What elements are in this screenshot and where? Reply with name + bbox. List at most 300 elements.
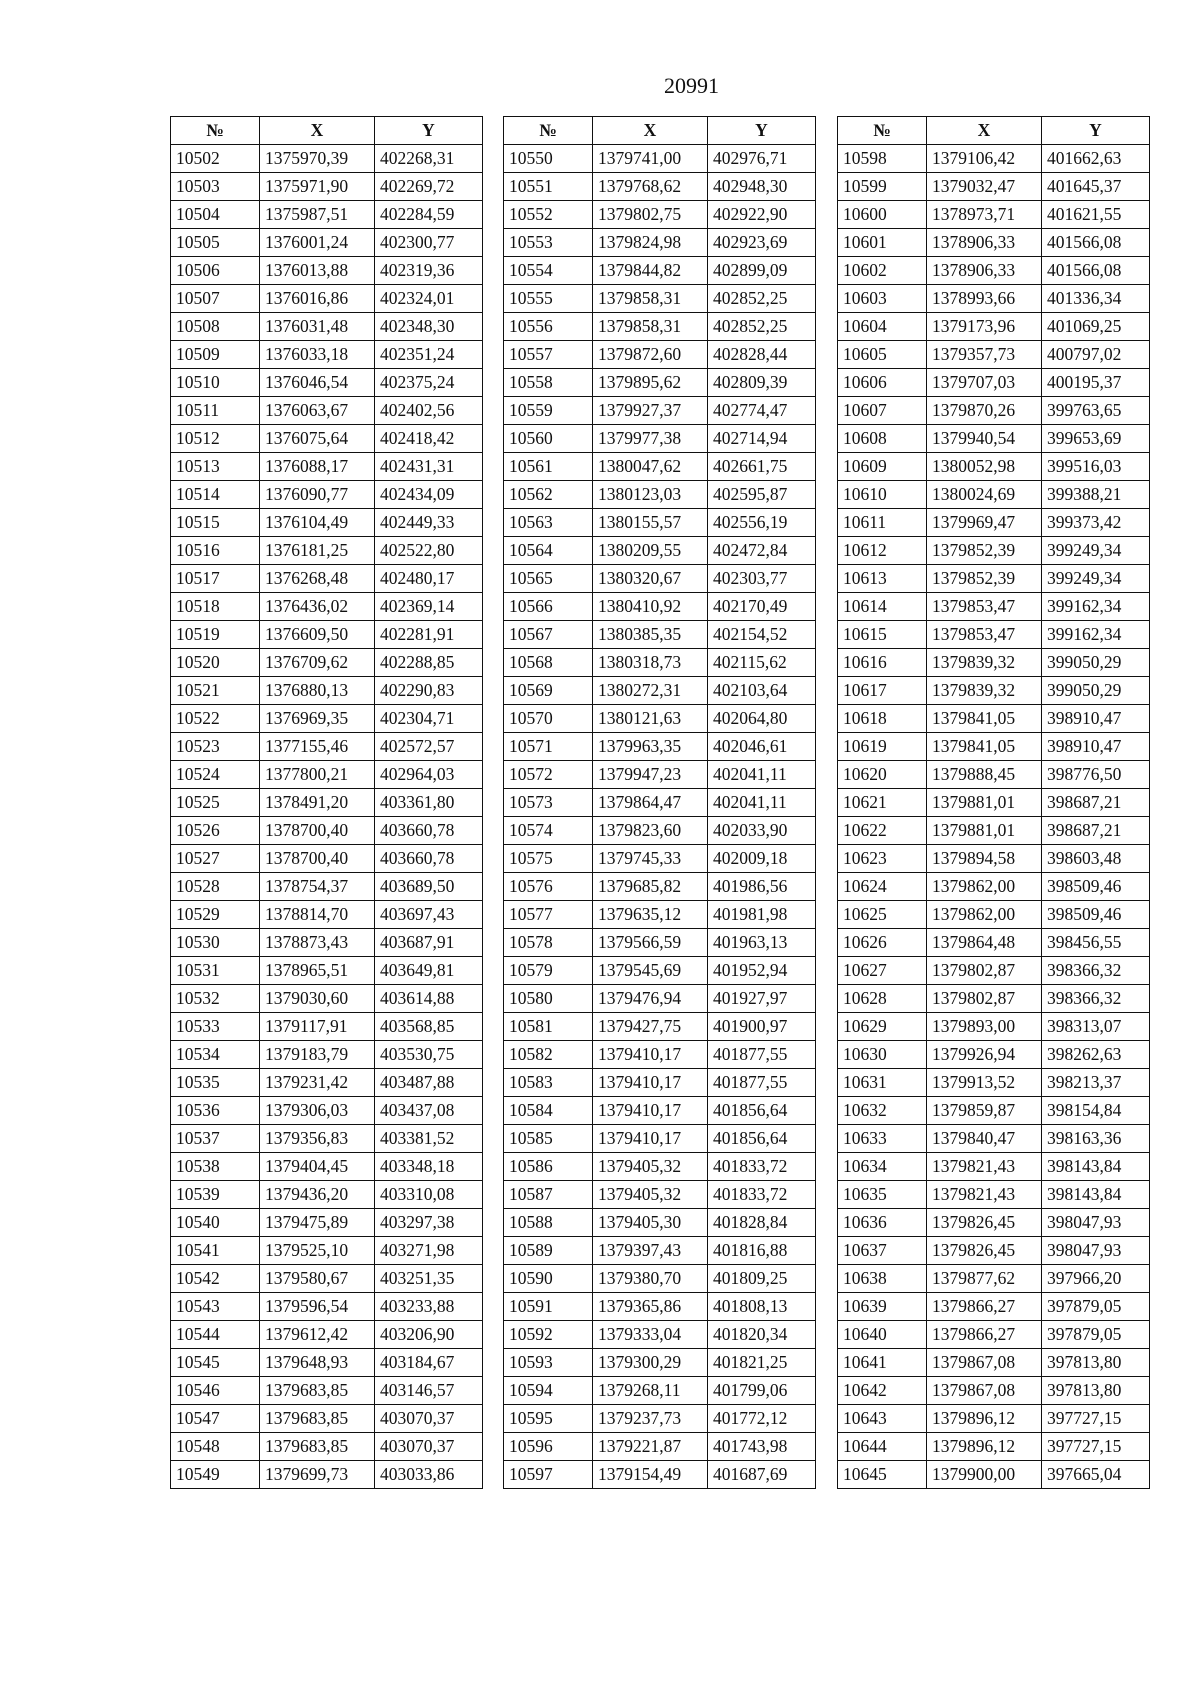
table-row <box>171 453 483 481</box>
table-row <box>504 369 816 397</box>
cell-x: 1376013,88 <box>260 257 375 285</box>
cell-y: 401566,08 <box>1042 257 1150 285</box>
cell-x: 1380209,55 <box>593 537 708 565</box>
cell-x: 1376033,18 <box>260 341 375 369</box>
table-row <box>504 1293 816 1321</box>
table-row <box>838 593 1150 621</box>
cell-number: 10575 <box>504 845 593 873</box>
cell-number: 10581 <box>504 1013 593 1041</box>
header-number: № <box>171 117 260 145</box>
cell-y: 398687,21 <box>1042 789 1150 817</box>
cell-y: 398313,07 <box>1042 1013 1150 1041</box>
table-row <box>504 1461 816 1489</box>
cell-number: 10517 <box>171 565 260 593</box>
cell-number: 10537 <box>171 1125 260 1153</box>
cell-number: 10526 <box>171 817 260 845</box>
cell-number: 10574 <box>504 817 593 845</box>
cell-x: 1379900,00 <box>927 1461 1042 1489</box>
cell-y: 403297,38 <box>375 1209 483 1237</box>
table-row <box>504 677 816 705</box>
table-row <box>171 705 483 733</box>
cell-number: 10573 <box>504 789 593 817</box>
table-row <box>504 845 816 873</box>
table-row <box>838 341 1150 369</box>
cell-number: 10550 <box>504 145 593 173</box>
table-row <box>171 1405 483 1433</box>
table-row <box>838 285 1150 313</box>
cell-number: 10542 <box>171 1265 260 1293</box>
cell-y: 402284,59 <box>375 201 483 229</box>
cell-number: 10503 <box>171 173 260 201</box>
cell-number: 10586 <box>504 1153 593 1181</box>
cell-x: 1379683,85 <box>260 1433 375 1461</box>
cell-x: 1379913,52 <box>927 1069 1042 1097</box>
cell-x: 1379405,32 <box>593 1181 708 1209</box>
table-row <box>504 285 816 313</box>
cell-y: 403184,67 <box>375 1349 483 1377</box>
cell-number: 10547 <box>171 1405 260 1433</box>
cell-number: 10633 <box>838 1125 927 1153</box>
table-row <box>171 1461 483 1489</box>
page-number: 20991 <box>664 73 719 98</box>
table-row <box>171 1097 483 1125</box>
cell-number: 10505 <box>171 229 260 257</box>
cell-number: 10639 <box>838 1293 927 1321</box>
table-row <box>171 1125 483 1153</box>
cell-y: 403348,18 <box>375 1153 483 1181</box>
cell-y: 402828,44 <box>708 341 816 369</box>
cell-x: 1380272,31 <box>593 677 708 705</box>
cell-x: 1379802,75 <box>593 201 708 229</box>
cell-x: 1379683,85 <box>260 1377 375 1405</box>
cell-y: 398456,55 <box>1042 929 1150 957</box>
table-row <box>171 1209 483 1237</box>
cell-y: 401833,72 <box>708 1181 816 1209</box>
cell-number: 10601 <box>838 229 927 257</box>
cell-x: 1379888,45 <box>927 761 1042 789</box>
cell-y: 402595,87 <box>708 481 816 509</box>
table-row <box>171 341 483 369</box>
table-row <box>838 1349 1150 1377</box>
cell-y: 401566,08 <box>1042 229 1150 257</box>
cell-number: 10602 <box>838 257 927 285</box>
table-header <box>504 117 816 145</box>
cell-x: 1379475,89 <box>260 1209 375 1237</box>
cell-x: 1379173,96 <box>927 313 1042 341</box>
cell-x: 1377800,21 <box>260 761 375 789</box>
cell-y: 403697,43 <box>375 901 483 929</box>
cell-y: 402300,77 <box>375 229 483 257</box>
cell-x: 1380155,57 <box>593 509 708 537</box>
cell-number: 10541 <box>171 1237 260 1265</box>
cell-x: 1379397,43 <box>593 1237 708 1265</box>
cell-x: 1380121,63 <box>593 705 708 733</box>
cell-x: 1379826,45 <box>927 1237 1042 1265</box>
cell-x: 1379410,17 <box>593 1041 708 1069</box>
table-row <box>504 873 816 901</box>
table-row <box>171 873 483 901</box>
cell-number: 10523 <box>171 733 260 761</box>
cell-y: 402948,30 <box>708 173 816 201</box>
cell-number: 10507 <box>171 285 260 313</box>
cell-y: 401856,64 <box>708 1125 816 1153</box>
table-row <box>171 845 483 873</box>
cell-x: 1376046,54 <box>260 369 375 397</box>
cell-y: 401877,55 <box>708 1041 816 1069</box>
cell-x: 1379858,31 <box>593 285 708 313</box>
cell-x: 1379844,82 <box>593 257 708 285</box>
table-row <box>838 1153 1150 1181</box>
cell-number: 10562 <box>504 481 593 509</box>
table-row <box>838 425 1150 453</box>
cell-y: 399249,34 <box>1042 537 1150 565</box>
cell-y: 402268,31 <box>375 145 483 173</box>
cell-y: 401900,97 <box>708 1013 816 1041</box>
cell-y: 403381,52 <box>375 1125 483 1153</box>
table-row <box>504 397 816 425</box>
table-row <box>838 957 1150 985</box>
cell-x: 1379840,47 <box>927 1125 1042 1153</box>
cell-y: 397813,80 <box>1042 1377 1150 1405</box>
cell-y: 402348,30 <box>375 313 483 341</box>
cell-x: 1379864,47 <box>593 789 708 817</box>
table-row <box>504 1265 816 1293</box>
cell-x: 1379410,17 <box>593 1097 708 1125</box>
cell-number: 10597 <box>504 1461 593 1489</box>
cell-number: 10535 <box>171 1069 260 1097</box>
cell-y: 401927,97 <box>708 985 816 1013</box>
table-row <box>171 369 483 397</box>
cell-x: 1379405,30 <box>593 1209 708 1237</box>
table-row <box>504 1041 816 1069</box>
cell-number: 10593 <box>504 1349 593 1377</box>
cell-y: 403660,78 <box>375 845 483 873</box>
cell-y: 397665,04 <box>1042 1461 1150 1489</box>
cell-x: 1380024,69 <box>927 481 1042 509</box>
cell-y: 403687,91 <box>375 929 483 957</box>
header-row <box>838 117 1150 145</box>
cell-y: 398366,32 <box>1042 957 1150 985</box>
cell-x: 1379685,82 <box>593 873 708 901</box>
cell-number: 10555 <box>504 285 593 313</box>
table-row <box>171 285 483 313</box>
cell-number: 10582 <box>504 1041 593 1069</box>
cell-number: 10512 <box>171 425 260 453</box>
cell-number: 10513 <box>171 453 260 481</box>
cell-x: 1379117,91 <box>260 1013 375 1041</box>
cell-number: 10538 <box>171 1153 260 1181</box>
table-row <box>171 1265 483 1293</box>
cell-x: 1379821,43 <box>927 1181 1042 1209</box>
cell-x: 1379852,39 <box>927 537 1042 565</box>
cell-x: 1379841,05 <box>927 733 1042 761</box>
cell-x: 1379940,54 <box>927 425 1042 453</box>
cell-y: 402899,09 <box>708 257 816 285</box>
cell-x: 1379707,03 <box>927 369 1042 397</box>
table-row <box>504 1097 816 1125</box>
cell-number: 10585 <box>504 1125 593 1153</box>
cell-x: 1379183,79 <box>260 1041 375 1069</box>
cell-number: 10611 <box>838 509 927 537</box>
cell-y: 401856,64 <box>708 1097 816 1125</box>
cell-y: 401816,88 <box>708 1237 816 1265</box>
table-row <box>838 873 1150 901</box>
cell-y: 398509,46 <box>1042 873 1150 901</box>
cell-y: 400797,02 <box>1042 341 1150 369</box>
cell-number: 10620 <box>838 761 927 789</box>
table-row <box>838 1181 1150 1209</box>
cell-x: 1378873,43 <box>260 929 375 957</box>
cell-number: 10510 <box>171 369 260 397</box>
table-body <box>504 145 816 1489</box>
cell-y: 401986,56 <box>708 873 816 901</box>
cell-y: 403614,88 <box>375 985 483 1013</box>
cell-x: 1376001,24 <box>260 229 375 257</box>
cell-x: 1379839,32 <box>927 677 1042 705</box>
cell-number: 10628 <box>838 985 927 1013</box>
cell-number: 10621 <box>838 789 927 817</box>
table-row <box>171 201 483 229</box>
cell-y: 398143,84 <box>1042 1153 1150 1181</box>
cell-number: 10534 <box>171 1041 260 1069</box>
table-row <box>171 509 483 537</box>
cell-y: 402304,71 <box>375 705 483 733</box>
table-row <box>838 705 1150 733</box>
table-row <box>838 453 1150 481</box>
cell-number: 10609 <box>838 453 927 481</box>
cell-x: 1379154,49 <box>593 1461 708 1489</box>
cell-x: 1379877,62 <box>927 1265 1042 1293</box>
cell-x: 1378906,33 <box>927 257 1042 285</box>
cell-x: 1379864,48 <box>927 929 1042 957</box>
table-row <box>838 1293 1150 1321</box>
table-row <box>504 1321 816 1349</box>
cell-y: 401621,55 <box>1042 201 1150 229</box>
cell-number: 10549 <box>171 1461 260 1489</box>
cell-x: 1379881,01 <box>927 789 1042 817</box>
cell-y: 401877,55 <box>708 1069 816 1097</box>
cell-number: 10569 <box>504 677 593 705</box>
cell-y: 398910,47 <box>1042 705 1150 733</box>
cell-y: 401981,98 <box>708 901 816 929</box>
cell-y: 402170,49 <box>708 593 816 621</box>
cell-y: 399050,29 <box>1042 649 1150 677</box>
table-row <box>838 229 1150 257</box>
cell-number: 10634 <box>838 1153 927 1181</box>
table-row <box>504 985 816 1013</box>
table-row <box>171 537 483 565</box>
cell-number: 10554 <box>504 257 593 285</box>
header-y: Y <box>1042 117 1150 145</box>
cell-x: 1378965,51 <box>260 957 375 985</box>
table-row <box>838 1237 1150 1265</box>
table-row <box>504 201 816 229</box>
cell-x: 1380123,03 <box>593 481 708 509</box>
cell-y: 402923,69 <box>708 229 816 257</box>
table-row <box>171 1041 483 1069</box>
cell-number: 10560 <box>504 425 593 453</box>
cell-x: 1376031,48 <box>260 313 375 341</box>
cell-x: 1380047,62 <box>593 453 708 481</box>
cell-y: 399162,34 <box>1042 593 1150 621</box>
cell-x: 1379853,47 <box>927 621 1042 649</box>
cell-y: 402103,64 <box>708 677 816 705</box>
table-row <box>504 229 816 257</box>
cell-number: 10548 <box>171 1433 260 1461</box>
cell-number: 10557 <box>504 341 593 369</box>
cell-y: 403660,78 <box>375 817 483 845</box>
table-row <box>504 341 816 369</box>
cell-y: 402572,57 <box>375 733 483 761</box>
table-row <box>504 313 816 341</box>
table-row <box>838 1069 1150 1097</box>
cell-y: 398047,93 <box>1042 1237 1150 1265</box>
cell-number: 10583 <box>504 1069 593 1097</box>
cell-x: 1379866,27 <box>927 1321 1042 1349</box>
cell-x: 1378754,37 <box>260 873 375 901</box>
table-row <box>504 1405 816 1433</box>
cell-number: 10545 <box>171 1349 260 1377</box>
cell-number: 10576 <box>504 873 593 901</box>
cell-x: 1376880,13 <box>260 677 375 705</box>
table-row <box>171 593 483 621</box>
cell-number: 10580 <box>504 985 593 1013</box>
table-row <box>171 621 483 649</box>
table-row <box>838 1461 1150 1489</box>
cell-number: 10533 <box>171 1013 260 1041</box>
cell-number: 10607 <box>838 397 927 425</box>
cell-y: 403437,08 <box>375 1097 483 1125</box>
table-row <box>171 1321 483 1349</box>
table-row <box>504 509 816 537</box>
cell-number: 10587 <box>504 1181 593 1209</box>
cell-y: 398262,63 <box>1042 1041 1150 1069</box>
cell-y: 402809,39 <box>708 369 816 397</box>
table-row <box>504 1013 816 1041</box>
cell-x: 1379231,42 <box>260 1069 375 1097</box>
cell-number: 10640 <box>838 1321 927 1349</box>
cell-number: 10635 <box>838 1181 927 1209</box>
cell-number: 10616 <box>838 649 927 677</box>
cell-number: 10551 <box>504 173 593 201</box>
cell-y: 402041,11 <box>708 761 816 789</box>
cell-y: 402281,91 <box>375 621 483 649</box>
cell-number: 10617 <box>838 677 927 705</box>
cell-y: 403070,37 <box>375 1405 483 1433</box>
cell-y: 402418,42 <box>375 425 483 453</box>
table-row <box>504 901 816 929</box>
cell-x: 1379365,86 <box>593 1293 708 1321</box>
table-row <box>171 1013 483 1041</box>
cell-number: 10524 <box>171 761 260 789</box>
cell-number: 10604 <box>838 313 927 341</box>
table-row <box>504 1349 816 1377</box>
table-row <box>838 733 1150 761</box>
cell-x: 1379612,42 <box>260 1321 375 1349</box>
cell-number: 10532 <box>171 985 260 1013</box>
cell-y: 402774,47 <box>708 397 816 425</box>
table-row <box>504 565 816 593</box>
table-row <box>838 845 1150 873</box>
cell-y: 401662,63 <box>1042 145 1150 173</box>
cell-y: 397813,80 <box>1042 1349 1150 1377</box>
table-row <box>171 257 483 285</box>
table-row <box>838 1377 1150 1405</box>
cell-x: 1379699,73 <box>260 1461 375 1489</box>
table-header <box>171 117 483 145</box>
cell-y: 403689,50 <box>375 873 483 901</box>
table-row <box>504 733 816 761</box>
cell-y: 401833,72 <box>708 1153 816 1181</box>
cell-number: 10544 <box>171 1321 260 1349</box>
table-row <box>504 257 816 285</box>
cell-y: 399162,34 <box>1042 621 1150 649</box>
cell-number: 10561 <box>504 453 593 481</box>
coordinates-table-1 <box>170 116 483 1489</box>
cell-y: 402033,90 <box>708 817 816 845</box>
cell-x: 1379852,39 <box>927 565 1042 593</box>
cell-y: 401963,13 <box>708 929 816 957</box>
cell-x: 1379862,00 <box>927 901 1042 929</box>
table-row <box>171 1433 483 1461</box>
cell-number: 10630 <box>838 1041 927 1069</box>
cell-y: 402303,77 <box>708 565 816 593</box>
table-row <box>171 1153 483 1181</box>
cell-y: 402288,85 <box>375 649 483 677</box>
cell-y: 403070,37 <box>375 1433 483 1461</box>
table-row <box>171 649 483 677</box>
cell-y: 402324,01 <box>375 285 483 313</box>
table-row <box>504 593 816 621</box>
cell-x: 1379969,47 <box>927 509 1042 537</box>
table-row <box>838 677 1150 705</box>
cell-number: 10623 <box>838 845 927 873</box>
cell-y: 402852,25 <box>708 285 816 313</box>
cell-x: 1376969,35 <box>260 705 375 733</box>
cell-x: 1378491,20 <box>260 789 375 817</box>
cell-number: 10591 <box>504 1293 593 1321</box>
cell-y: 398213,37 <box>1042 1069 1150 1097</box>
cell-number: 10642 <box>838 1377 927 1405</box>
table-row <box>838 257 1150 285</box>
table-row <box>504 621 816 649</box>
table-row <box>838 1041 1150 1069</box>
cell-number: 10525 <box>171 789 260 817</box>
table-row <box>838 509 1150 537</box>
cell-x: 1379635,12 <box>593 901 708 929</box>
cell-number: 10599 <box>838 173 927 201</box>
header-y: Y <box>375 117 483 145</box>
table-row <box>838 481 1150 509</box>
cell-y: 403206,90 <box>375 1321 483 1349</box>
table-body <box>171 145 483 1489</box>
table-header <box>838 117 1150 145</box>
cell-x: 1379802,87 <box>927 957 1042 985</box>
table-row <box>171 957 483 985</box>
header-row <box>504 117 816 145</box>
cell-x: 1379380,70 <box>593 1265 708 1293</box>
cell-y: 403033,86 <box>375 1461 483 1489</box>
table-body <box>838 145 1150 1489</box>
cell-y: 403146,57 <box>375 1377 483 1405</box>
cell-number: 10565 <box>504 565 593 593</box>
cell-y: 397879,05 <box>1042 1321 1150 1349</box>
cell-x: 1379525,10 <box>260 1237 375 1265</box>
cell-number: 10613 <box>838 565 927 593</box>
cell-x: 1379963,35 <box>593 733 708 761</box>
cell-y: 403568,85 <box>375 1013 483 1041</box>
cell-x: 1379427,75 <box>593 1013 708 1041</box>
